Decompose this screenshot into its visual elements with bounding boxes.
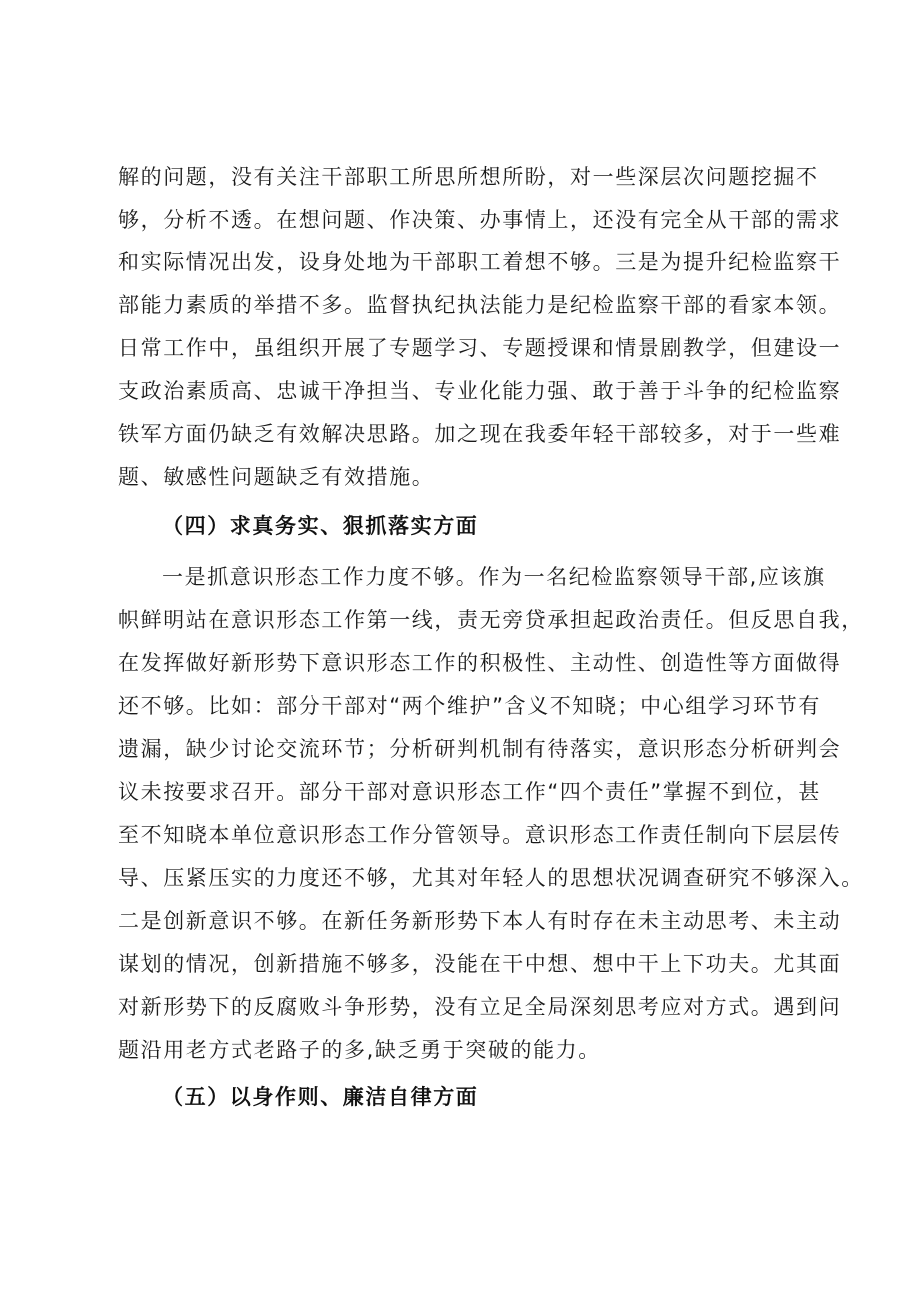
section-heading-5: （五）以身作则、廉洁自律方面 (162, 1085, 479, 1109)
paragraph-line: 支政治素质高、忠诚干净担当、专业化能力强、敢于善于斗争的纪检监察 (118, 379, 842, 403)
section-heading-4: （四）求真务实、狠抓落实方面 (162, 514, 479, 538)
paragraph-line: 和实际情况出发，设身处地为干部职工着想不够。三是为提升纪检监察干 (118, 250, 842, 274)
paragraph-line: 题、敏感性问题缺乏有效措施。 (118, 465, 435, 489)
paragraph-line: 帜鲜明站在意识形态工作第一线，责无旁贷承担起政治责任。但反思自我， (118, 608, 864, 632)
paragraph-line: 够，分析不透。在想问题、作决策、办事情上，还没有完全从干部的需求 (118, 208, 842, 232)
paragraph-line: 遗漏，缺少讨论交流环节；分析研判机制有待落实，意识形态分析研判会 (118, 737, 842, 761)
paragraph-line: 解的问题，没有关注干部职工所思所想所盼，对一些深层次问题挖掘不 (118, 165, 819, 189)
paragraph-line: 日常工作中，虽组织开展了专题学习、专题授课和情景剧教学，但建设一 (118, 336, 842, 360)
paragraph-line: 题沿用老方式老路子的多,缺乏勇于突破的能力。 (118, 1038, 601, 1062)
paragraph-line: 部能力素质的举措不多。监督执纪执法能力是纪检监察干部的看家本领。 (118, 293, 842, 317)
paragraph-line: 谋划的情况，创新措施不够多，没能在干中想、想中干上下功夫。尤其面 (118, 952, 842, 976)
paragraph-line: 还不够。比如：部分干部对“两个维护”含义不知晓；中心组学习环节有 (118, 694, 821, 718)
paragraph-line: 议未按要求召开。部分干部对意识形态工作“四个责任”掌握不到位，甚 (118, 780, 821, 804)
paragraph-line: 在发挥做好新形势下意识形态工作的积极性、主动性、创造性等方面做得 (118, 651, 842, 675)
paragraph-line: 导、压紧压实的力度还不够，尤其对年轻人的思想状况调查研究不够深入。 (118, 866, 864, 890)
paragraph-line: 对新形势下的反腐败斗争形势，没有立足全局深刻思考应对方式。遇到问 (118, 995, 842, 1019)
paragraph-line: 一是抓意识形态工作力度不够。作为一名纪检监察领导干部,应该旗 (162, 565, 826, 589)
paragraph-line: 铁军方面仍缺乏有效解决思路。加之现在我委年轻干部较多，对于一些难 (118, 422, 842, 446)
paragraph-line: 二是创新意识不够。在新任务新形势下本人有时存在未主动思考、未主动 (118, 909, 842, 933)
paragraph-line: 至不知晓本单位意识形态工作分管领导。意识形态工作责任制向下层层传 (118, 823, 842, 847)
